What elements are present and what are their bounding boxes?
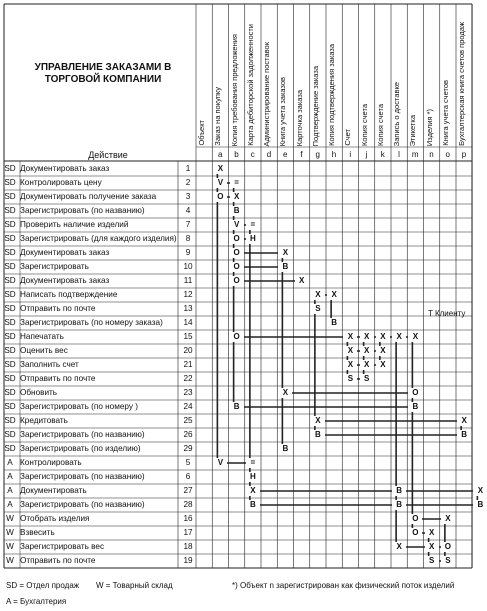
matrix-symbol: B (278, 262, 292, 272)
dept-code: A (7, 458, 13, 467)
action-row (0, 288, 196, 302)
action-label: Отправить по почте (20, 374, 96, 383)
step-number: 8 (185, 234, 191, 243)
dept-code: W (6, 542, 14, 551)
step-number: 24 (183, 402, 193, 411)
dept-code: SD (4, 234, 16, 243)
action-label: Документировать получение заказа (20, 192, 157, 201)
step-number: 15 (183, 332, 193, 341)
legend-sd: SD = Отдел продаж (6, 581, 80, 590)
action-label: Зарегистрировать (по названию) (20, 430, 145, 439)
action-row (0, 428, 196, 442)
matrix-symbol: X (278, 388, 292, 398)
column-letter: e (283, 150, 288, 159)
matrix-symbol: V (230, 220, 244, 230)
action-row (0, 176, 196, 190)
step-number: 14 (183, 318, 193, 327)
action-label: Зарегистрировать (20, 262, 89, 271)
matrix-symbol: X (457, 416, 471, 426)
action-label: Взвесить (20, 528, 55, 537)
column-header-label: Изделия *) (424, 108, 434, 146)
matrix-symbol: O (230, 234, 244, 244)
matrix-symbol: X (343, 346, 357, 356)
column-header (230, 6, 244, 146)
matrix-symbol: X (425, 542, 439, 552)
action-row (0, 526, 196, 540)
action-label: Отправить по почте (20, 556, 96, 565)
matrix-symbol: S (360, 374, 374, 384)
matrix-symbol: O (441, 542, 455, 552)
dept-code: SD (4, 318, 16, 327)
action-row (0, 330, 196, 344)
matrix-symbol: X (360, 360, 374, 370)
step-number: 29 (183, 444, 193, 453)
step-number: 28 (183, 500, 193, 509)
column-letter: f (300, 150, 303, 159)
matrix-symbol: = (246, 458, 260, 468)
action-label: Зарегистрировать (по номеру заказа) (20, 318, 163, 327)
matrix-symbol: B (327, 318, 341, 328)
matrix-symbol: X (376, 346, 390, 356)
action-row (0, 498, 196, 512)
action-label: Написать подтверждение (20, 290, 118, 299)
matrix-symbol: B (230, 206, 244, 216)
action-row (0, 316, 196, 330)
dept-code: SD (4, 178, 16, 187)
matrix-symbol: X (327, 290, 341, 300)
matrix-symbol: O (230, 248, 244, 258)
matrix-symbol: H (246, 234, 260, 244)
dept-code: W (6, 556, 14, 565)
column-header (197, 6, 211, 146)
matrix-symbol: V (213, 178, 227, 188)
column-header (392, 6, 406, 146)
action-label: Зарегистрировать (по названию) (20, 206, 145, 215)
matrix-symbol: O (230, 332, 244, 342)
column-header-label: Книга учета заказов (278, 76, 288, 146)
step-number: 7 (185, 220, 191, 229)
action-header: Действие (88, 150, 128, 160)
action-label: Зарегистрировать (по названию) (20, 500, 145, 509)
column-letter: c (250, 150, 255, 159)
column-letter: i (349, 150, 352, 159)
matrix-symbol: = (230, 178, 244, 188)
action-row (0, 260, 196, 274)
legend-a: A = Бухгалтерия (6, 597, 67, 606)
column-letter: b (234, 150, 239, 159)
column-header (425, 6, 439, 146)
step-number: 22 (183, 374, 193, 383)
column-header-label: Этикетка (408, 114, 418, 146)
action-row (0, 400, 196, 414)
action-row (0, 372, 196, 386)
dept-code: W (6, 514, 14, 523)
action-row (0, 232, 196, 246)
column-letter: l (398, 150, 400, 159)
matrix-symbol: X (425, 528, 439, 538)
matrix-symbol: X (343, 360, 357, 370)
dept-code: W (6, 528, 14, 537)
column-header (376, 6, 390, 146)
matrix-symbol: X (213, 164, 227, 174)
action-row (0, 190, 196, 204)
action-row (0, 246, 196, 260)
matrix-symbol: X (246, 486, 260, 496)
step-number: 25 (183, 416, 193, 425)
matrix-symbol: X (278, 248, 292, 258)
action-label: Отправить по почте (20, 304, 96, 313)
dept-code: SD (4, 220, 16, 229)
action-row (0, 218, 196, 232)
step-number: 13 (183, 304, 193, 313)
action-label: Контролировать (20, 458, 82, 467)
column-header-label: Копия счета (375, 104, 385, 146)
column-header-label: Карточка заказа (294, 89, 304, 146)
dept-code: SD (4, 402, 16, 411)
matrix-symbol: B (392, 486, 406, 496)
matrix-symbol: X (230, 192, 244, 202)
step-number: 18 (183, 542, 193, 551)
legend-w: W = Товарный склад (96, 581, 173, 590)
column-header (360, 6, 374, 146)
dept-code: SD (4, 430, 16, 439)
action-row (0, 414, 196, 428)
matrix-symbol: B (473, 500, 487, 510)
step-number: 9 (185, 248, 191, 257)
step-number: 16 (183, 514, 193, 523)
column-header-label: Заказ на покупку (213, 87, 223, 146)
dept-code: A (7, 486, 13, 495)
diagram-title: УПРАВЛЕНИЕ ЗАКАЗАМИ В ТОРГОВОЙ КОМПАНИИ (34, 62, 172, 85)
action-row (0, 274, 196, 288)
action-label: Отобрать изделия (20, 514, 90, 523)
action-label: Зарегистрировать вес (20, 542, 105, 551)
action-label: Контролировать цену (20, 178, 102, 187)
matrix-symbol: S (343, 374, 357, 384)
column-header-label: Книга учета счетов (440, 80, 450, 146)
step-number: 1 (185, 164, 191, 173)
footnote: *) Объект n зарегистрирован как физический поток изделий (232, 581, 455, 590)
dept-code: SD (4, 206, 16, 215)
action-row (0, 162, 196, 176)
matrix-symbol: X (441, 514, 455, 524)
action-row (0, 554, 196, 568)
matrix-symbol: B (408, 402, 422, 412)
matrix-symbol: = (246, 220, 260, 230)
dept-code: A (7, 472, 13, 481)
column-letter: j (365, 150, 368, 159)
matrix-symbol: X (311, 416, 325, 426)
step-number: 19 (183, 556, 193, 565)
column-letter: m (411, 150, 419, 159)
step-number: 6 (185, 472, 191, 481)
column-letter: k (380, 150, 385, 159)
column-header (441, 6, 455, 146)
column-header (311, 6, 325, 146)
matrix-symbol: S (441, 556, 455, 566)
action-row (0, 204, 196, 218)
column-header-label: Карта дебиторской задолженности (245, 24, 255, 146)
column-header (278, 6, 292, 146)
action-label: Оценить вес (20, 346, 68, 355)
step-number: 27 (183, 486, 193, 495)
column-header-label: Копия подтверждения заказа (327, 44, 336, 146)
matrix-symbol: O (213, 192, 227, 202)
step-number: 17 (183, 528, 193, 537)
matrix-symbol: X (376, 332, 390, 342)
step-number: 11 (183, 276, 193, 285)
step-number: 12 (183, 290, 193, 299)
matrix-symbol: B (311, 430, 325, 440)
action-label: Документировать заказ (20, 248, 110, 257)
step-number: 23 (183, 388, 193, 397)
matrix-symbol: O (230, 262, 244, 272)
column-letter: h (331, 150, 337, 159)
action-label: Напечатать (20, 332, 64, 341)
column-header-label: Администрирование поставок (262, 41, 271, 146)
matrix-symbol: B (278, 444, 292, 454)
action-row (0, 358, 196, 372)
matrix-symbol: X (473, 486, 487, 496)
matrix-symbol: B (457, 430, 471, 440)
column-letter: n (429, 150, 434, 159)
matrix-symbol: H (246, 472, 260, 482)
dept-code: SD (4, 290, 16, 299)
dept-code: SD (4, 276, 16, 285)
action-label: Обновить (20, 388, 58, 397)
column-header-label: Копия счета (359, 104, 369, 146)
matrix-symbol: V (213, 458, 227, 468)
column-header-label: Счет (343, 129, 353, 146)
action-label: Зарегистрировать (по номеру ) (20, 402, 138, 411)
action-label: Зарегистрировать (по изделию) (20, 444, 141, 453)
step-number: 3 (185, 192, 191, 201)
column-letter: o (445, 150, 450, 159)
column-header-label: Объект (197, 120, 206, 146)
matrix-symbol: O (408, 528, 422, 538)
column-header (408, 6, 422, 146)
dept-code: A (7, 500, 13, 509)
column-header (246, 6, 260, 146)
column-header (327, 6, 341, 146)
matrix-symbol: X (392, 542, 406, 552)
action-row (0, 470, 196, 484)
action-row (0, 512, 196, 526)
matrix-symbol: S (425, 556, 439, 566)
step-number: 26 (183, 430, 193, 439)
column-header-label: Запись о доставке (392, 81, 401, 146)
column-letter: p (461, 150, 467, 159)
step-number: 5 (185, 458, 191, 467)
dept-code: SD (4, 444, 16, 453)
dept-code: SD (4, 374, 16, 383)
dept-code: SD (4, 164, 16, 173)
dept-code: SD (4, 388, 16, 397)
matrix-symbol: X (311, 290, 325, 300)
column-header-label: Подтверждение заказа (310, 65, 320, 146)
dept-code: SD (4, 304, 16, 313)
action-label: Документировать заказ (20, 276, 110, 285)
column-header (213, 6, 227, 146)
dept-code: SD (4, 262, 16, 271)
matrix-symbol: O (408, 514, 422, 524)
action-row (0, 540, 196, 554)
dept-code: SD (4, 192, 16, 201)
matrix-symbol: X (408, 332, 422, 342)
matrix-symbol: O (230, 276, 244, 286)
column-header (295, 6, 309, 146)
action-row (0, 456, 196, 470)
action-row (0, 302, 196, 316)
matrix-symbol: B (392, 500, 406, 510)
action-label: Документировать (20, 486, 87, 495)
dept-code: SD (4, 248, 16, 257)
action-row (0, 442, 196, 456)
dept-code: SD (4, 360, 16, 369)
matrix-symbol: O (408, 388, 422, 398)
matrix-symbol: X (343, 332, 357, 342)
action-label: Зарегистрировать (по названию) (20, 472, 145, 481)
action-label: Проверить наличие изделий (20, 220, 129, 229)
matrix-symbol: S (311, 304, 325, 314)
column-header (262, 6, 276, 146)
column-letter: d (266, 150, 272, 159)
action-row (0, 344, 196, 358)
action-row (0, 386, 196, 400)
matrix-symbol: B (230, 402, 244, 412)
column-letter: a (218, 150, 223, 159)
action-label: Документировать заказ (20, 164, 110, 173)
action-label: Кредитовать (20, 416, 68, 425)
action-row (0, 484, 196, 498)
column-letter: g (315, 150, 320, 159)
dept-code: SD (4, 346, 16, 355)
matrix-symbol: X (392, 332, 406, 342)
column-header (343, 6, 357, 146)
client-label: T Клиенту (428, 309, 466, 318)
step-number: 10 (183, 262, 193, 271)
matrix-symbol: X (295, 276, 309, 286)
dept-code: SD (4, 416, 16, 425)
action-label: Заполнить счет (20, 360, 79, 369)
step-number: 21 (183, 360, 193, 369)
matrix-symbol: B (246, 500, 260, 510)
step-number: 4 (185, 206, 191, 215)
action-label: Зарегистрировать (для каждого изделия) (20, 234, 177, 243)
step-number: 20 (183, 346, 193, 355)
matrix-symbol: X (360, 346, 374, 356)
column-header (457, 6, 471, 146)
dept-code: SD (4, 332, 16, 341)
column-header-label: Копия требования предложения (229, 33, 239, 146)
matrix-symbol: X (376, 360, 390, 370)
column-header-label: Бухгалтерская книга счетов продаж (457, 22, 466, 146)
matrix-symbol: X (360, 332, 374, 342)
step-number: 2 (185, 178, 191, 187)
